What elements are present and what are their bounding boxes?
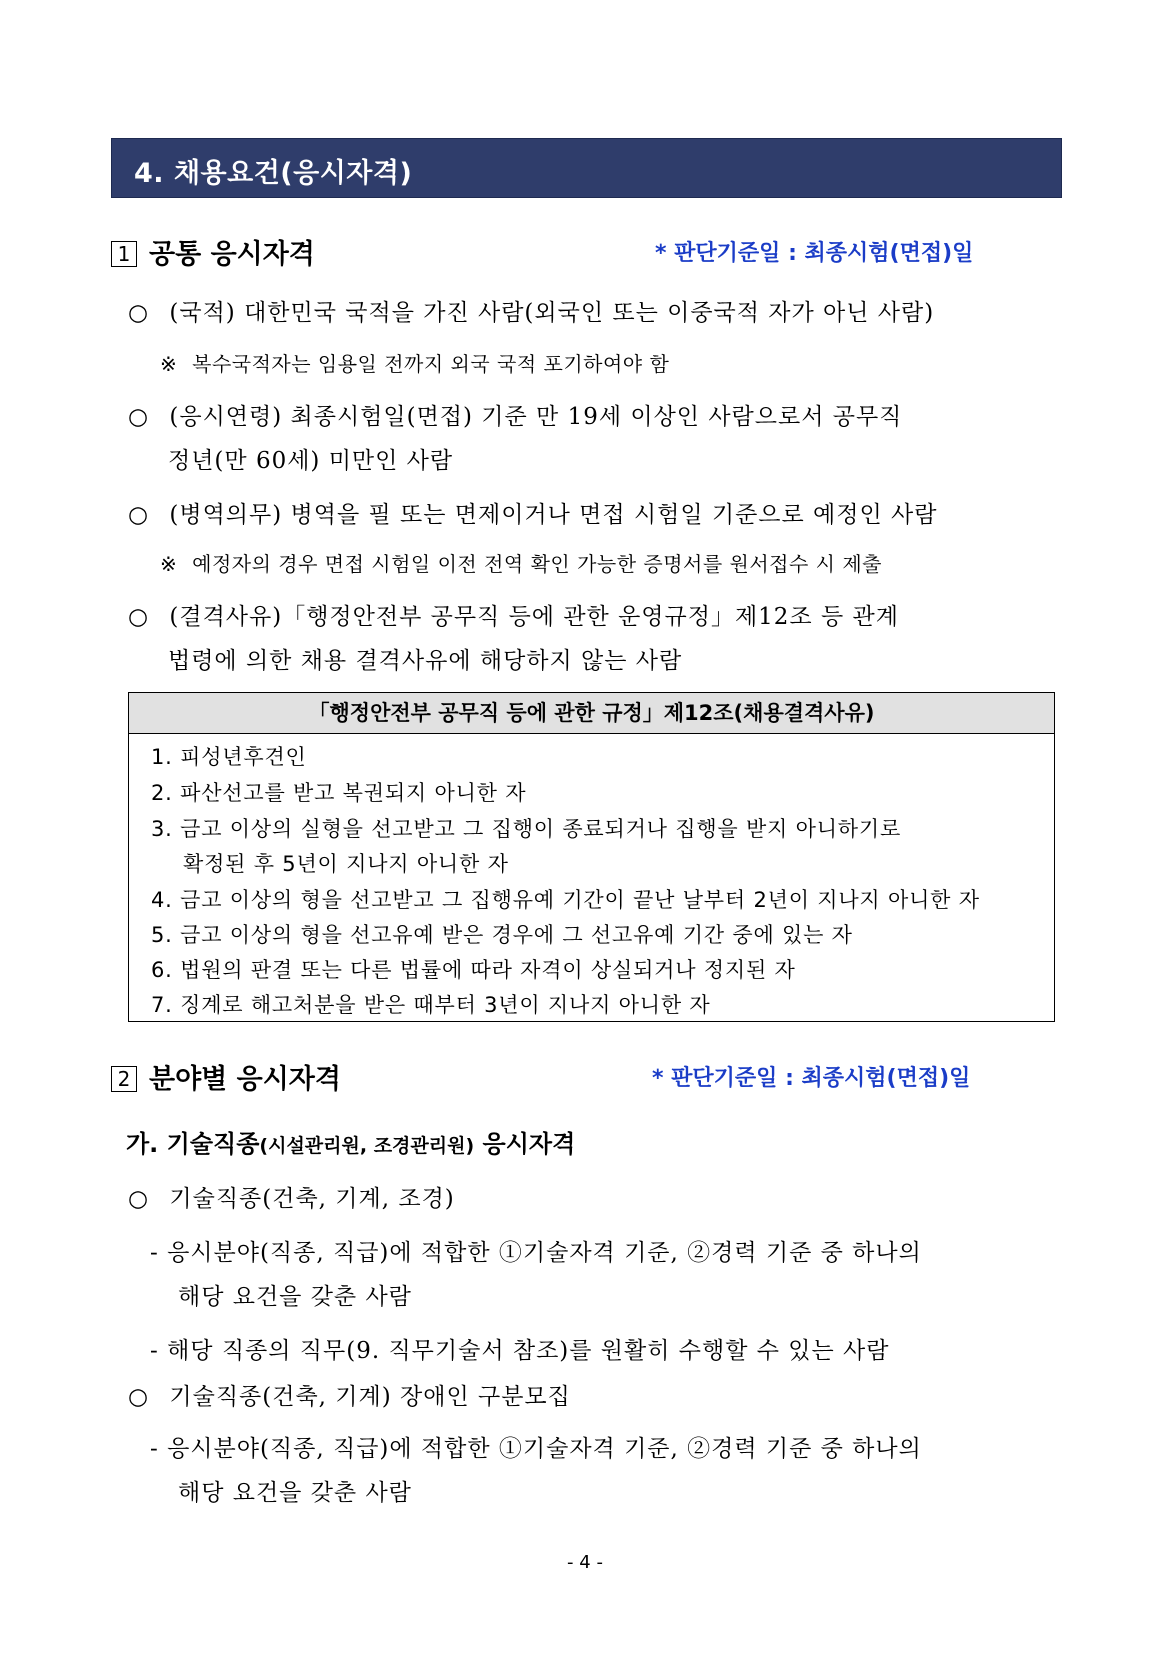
nationality-note [160, 348, 669, 377]
subheading-tail: 응시자격 [482, 1130, 576, 1158]
tech-dash1-line2: 해당 요건을 갖춘 사람 [178, 1284, 412, 1310]
disabled-dash1-line2: 해당 요건을 갖춘 사람 [178, 1480, 412, 1506]
military-text: (병역의무) 병역을 필 또는 면제이거나 면접 시험일 기준으로 예정인 사람 [169, 502, 938, 528]
bullet-icon: ○ [128, 1384, 150, 1410]
tech-item [128, 1180, 455, 1213]
disqualify-text-line1: (결격사유)「행정안전부 공무직 등에 관한 운영규정」제12조 등 관계 [169, 604, 899, 630]
reference-mark-icon: ※ [160, 352, 178, 376]
disqualification-rule-box [128, 692, 1055, 1022]
rule-item: 7. 징계로 해고처분을 받은 때부터 3년이 지나지 아니한 자 [151, 993, 711, 1017]
nationality-note-text: 복수국적자는 임용일 전까지 외국 국적 포기하여야 함 [192, 352, 670, 376]
bullet-icon: ○ [128, 1186, 150, 1212]
military-note [160, 548, 882, 577]
nationality-item [128, 294, 934, 327]
reference-mark-icon: ※ [160, 552, 178, 576]
rule-item: 1. 피성년후견인 [151, 745, 307, 769]
rule-item: 2. 파산선고를 받고 복권되지 아니한 자 [151, 781, 527, 805]
field-criteria-note: * 판단기준일 : 최종시험(면접)일 [652, 1066, 971, 1091]
age-text-line1: (응시연령) 최종시험일(면접) 기준 만 19세 이상인 사람으로서 공무직 [169, 404, 903, 430]
bullet-icon: ○ [128, 404, 150, 430]
subheading-main: 가. 기술직종 [126, 1130, 260, 1158]
common-heading: 공통 응시자격 [149, 239, 315, 270]
rule-item-continuation: 확정된 후 5년이 지나지 아니한 자 [183, 852, 509, 876]
common-heading-row [111, 232, 315, 271]
field-heading-row [111, 1057, 341, 1096]
military-note-text: 예정자의 경우 면접 시험일 이전 전역 확인 가능한 증명서를 원서접수 시 제출 [192, 552, 882, 576]
rule-item: 5. 금고 이상의 형을 선고유예 받은 경우에 그 선고유예 기간 중에 있는 자 [151, 923, 853, 947]
rule-item: 6. 법원의 판결 또는 다른 법률에 따라 자격이 상실되거나 정지된 자 [151, 958, 796, 982]
nationality-text: (국적) 대한민국 국적을 가진 사람(외국인 또는 이중국적 자가 아닌 사람) [169, 300, 935, 326]
disqualify-item [128, 598, 899, 631]
subheading-paren: (시설관리원, 조경관리원) [259, 1135, 475, 1157]
rule-item: 3. 금고 이상의 실형을 선고받고 그 집행이 종료되거나 집행을 받지 아니하기로 [151, 817, 902, 841]
rule-item: 4. 금고 이상의 형을 선고받고 그 집행유예 기간이 끝난 날부터 2년이 지나지 아니한 자 [151, 888, 980, 912]
disabled-item [128, 1378, 571, 1411]
section-number-box: 2 [111, 1066, 137, 1092]
disqualify-text-line2: 법령에 의한 채용 결격사유에 해당하지 않는 사람 [168, 648, 683, 674]
field-heading: 분야별 응시자격 [149, 1064, 341, 1095]
disabled-dash1-line1: - 응시분야(직종, 직급)에 적합한 ①기술자격 기준, ②경력 기준 중 하나의 [150, 1436, 922, 1462]
page-number: - 4 - [567, 1552, 603, 1573]
bullet-icon: ○ [128, 502, 150, 528]
common-criteria-note: * 판단기준일 : 최종시험(면접)일 [655, 241, 974, 266]
tech-dash2: - 해당 직종의 직무(9. 직무기술서 참조)를 원활히 수행할 수 있는 사람 [150, 1338, 890, 1364]
bullet-icon: ○ [128, 300, 150, 326]
age-text-line2: 정년(만 60세) 미만인 사람 [168, 448, 454, 474]
section-number-box: 1 [111, 241, 137, 267]
tech-item-title: 기술직종(건축, 기계, 조경) [169, 1186, 455, 1212]
rule-box-header: 「행정안전부 공무직 등에 관한 규정」제12조(채용결격사유) [129, 693, 1054, 734]
age-item [128, 398, 902, 431]
bullet-icon: ○ [128, 604, 150, 630]
section-title: 4. 채용요건(응시자격) [134, 158, 413, 189]
tech-dash1-line1: - 응시분야(직종, 직급)에 적합한 ①기술자격 기준, ②경력 기준 중 하나의 [150, 1240, 922, 1266]
disabled-item-title: 기술직종(건축, 기계) 장애인 구분모집 [169, 1384, 571, 1410]
section-title-bar [111, 138, 1062, 198]
tech-subheading [126, 1124, 575, 1159]
military-item [128, 496, 937, 529]
